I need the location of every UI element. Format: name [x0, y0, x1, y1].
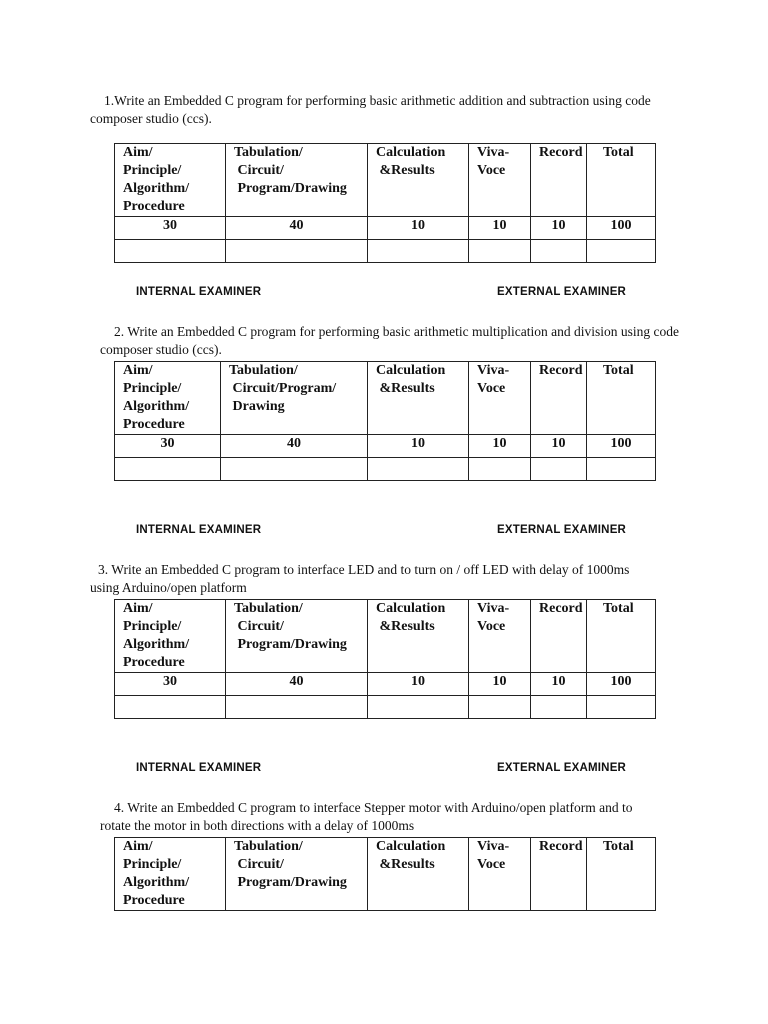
header-record: Record [531, 144, 587, 217]
marks-table-1 [114, 143, 656, 263]
score-cell[interactable] [469, 458, 531, 481]
score-cell[interactable] [226, 240, 368, 263]
question-1-text: 1.Write an Embedded C program for performing basic arithmetic addition and subtraction using code composer studio (ccs). [90, 93, 651, 126]
header-viva: Viva- Voce [469, 600, 531, 673]
marks-tabulation: 40 [226, 673, 368, 696]
external-examiner-label: EXTERNAL EXAMINER [497, 762, 627, 774]
header-record: Record [531, 838, 587, 911]
score-cell[interactable] [368, 240, 469, 263]
score-cell[interactable] [587, 458, 656, 481]
score-cell[interactable] [368, 458, 469, 481]
marks-aim: 30 [115, 217, 226, 240]
marks-tabulation: 40 [221, 435, 368, 458]
marks-aim: 30 [115, 673, 226, 696]
score-cell[interactable] [531, 240, 587, 263]
header-total: Total [587, 362, 656, 435]
marks-record: 10 [531, 673, 587, 696]
marks-total: 100 [587, 673, 656, 696]
marks-calculation: 10 [368, 673, 469, 696]
marks-total: 100 [587, 435, 656, 458]
question-2-text: 2. Write an Embedded C program for performing basic arithmetic multiplication and division using code composer studio (ccs). [100, 324, 679, 357]
header-calculation: Calculation &Results [368, 600, 469, 673]
score-cell[interactable] [531, 458, 587, 481]
header-tabulation: Tabulation/ Circuit/ Program/Drawing [226, 600, 368, 673]
header-total: Total [587, 838, 656, 911]
header-record: Record [531, 600, 587, 673]
internal-examiner-label: INTERNAL EXAMINER [136, 286, 262, 298]
score-cell[interactable] [115, 240, 226, 263]
header-aim: Aim/ Principle/ Algorithm/ Procedure [115, 362, 221, 435]
header-record: Record [531, 362, 587, 435]
marks-calculation: 10 [368, 217, 469, 240]
header-viva: Viva- Voce [469, 144, 531, 217]
marks-aim: 30 [115, 435, 221, 458]
header-viva: Viva- Voce [469, 362, 531, 435]
score-cell[interactable] [115, 696, 226, 719]
header-tabulation: Tabulation/ Circuit/ Program/Drawing [226, 838, 368, 911]
marks-viva: 10 [469, 217, 531, 240]
score-cell[interactable] [587, 240, 656, 263]
internal-examiner-label: INTERNAL EXAMINER [136, 762, 262, 774]
header-calculation: Calculation &Results [368, 144, 469, 217]
marks-record: 10 [531, 217, 587, 240]
marks-calculation: 10 [368, 435, 469, 458]
marks-viva: 10 [469, 673, 531, 696]
marks-viva: 10 [469, 435, 531, 458]
header-aim: Aim/ Principle/ Algorithm/ Procedure [115, 144, 226, 217]
score-cell[interactable] [226, 696, 368, 719]
score-cell[interactable] [368, 696, 469, 719]
marks-record: 10 [531, 435, 587, 458]
score-cell[interactable] [115, 458, 221, 481]
score-cell[interactable] [587, 696, 656, 719]
question-3-text: 3. Write an Embedded C program to interface LED and to turn on / off LED with delay of 1000ms using Arduino/open platform [90, 562, 630, 595]
header-tabulation: Tabulation/ Circuit/Program/ Drawing [221, 362, 368, 435]
header-viva: Viva- Voce [469, 838, 531, 911]
external-examiner-label: EXTERNAL EXAMINER [497, 286, 627, 298]
header-calculation: Calculation &Results [368, 362, 469, 435]
marks-table-2 [114, 361, 656, 481]
external-examiner-label: EXTERNAL EXAMINER [497, 524, 627, 536]
header-aim: Aim/ Principle/ Algorithm/ Procedure [115, 600, 226, 673]
marks-table-3 [114, 599, 656, 719]
question-4-text: 4. Write an Embedded C program to interface Stepper motor with Arduino/open platform and to rotate the motor in both directions with a delay of 1000ms [100, 800, 633, 833]
marks-total: 100 [587, 217, 656, 240]
header-aim: Aim/ Principle/ Algorithm/ Procedure [115, 838, 226, 911]
header-tabulation: Tabulation/ Circuit/ Program/Drawing [226, 144, 368, 217]
score-cell[interactable] [469, 240, 531, 263]
score-cell[interactable] [531, 696, 587, 719]
internal-examiner-label: INTERNAL EXAMINER [136, 524, 262, 536]
score-cell[interactable] [221, 458, 368, 481]
marks-table-4 [114, 837, 656, 911]
header-calculation: Calculation &Results [368, 838, 469, 911]
header-total: Total [587, 600, 656, 673]
score-cell[interactable] [469, 696, 531, 719]
header-total: Total [587, 144, 656, 217]
marks-tabulation: 40 [226, 217, 368, 240]
